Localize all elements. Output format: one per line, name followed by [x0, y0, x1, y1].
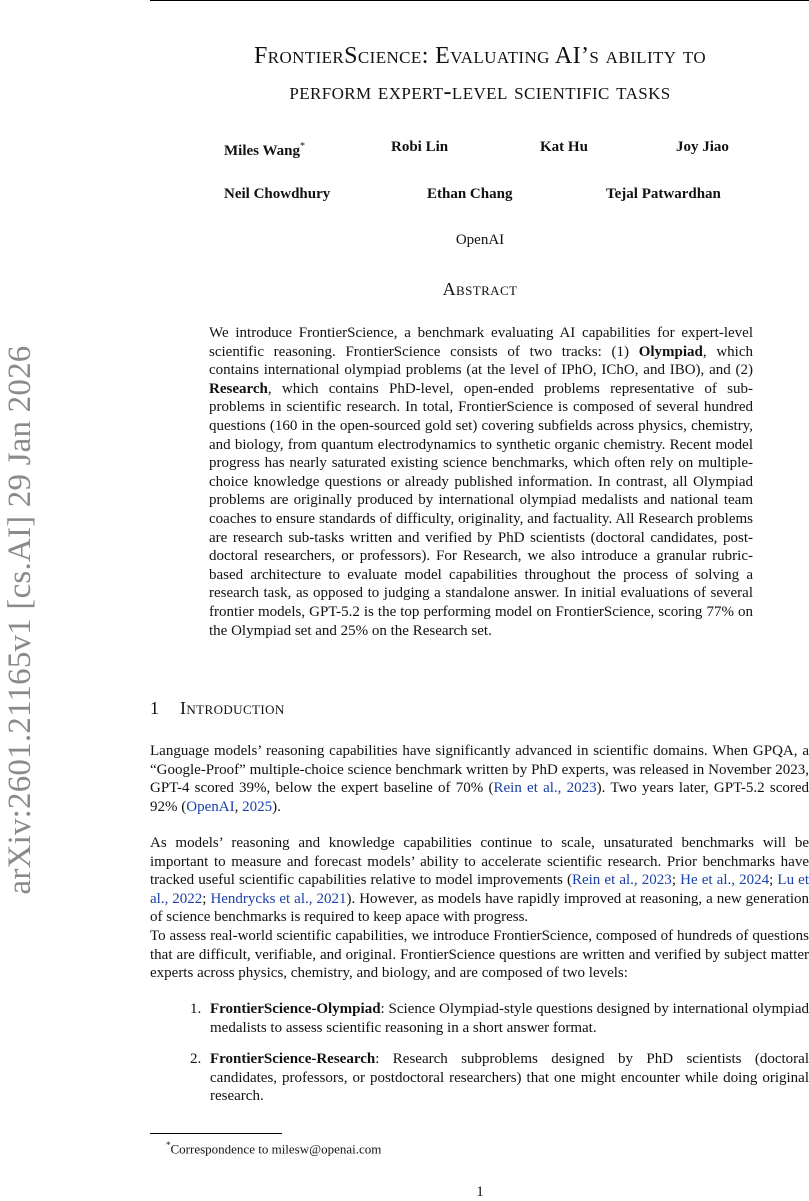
intro-paragraph-2: [150, 834, 809, 927]
author-neil-chowdhury: Neil Chowdhury: [224, 186, 331, 202]
list-description: : Research subproblems designed by PhD scientists (doctoral candidates, professors, or postdoctoral researchers) that one might encounter while doing original research.: [210, 1051, 809, 1105]
list-term: FrontierScience-Olympiad: [210, 1001, 381, 1017]
text-run: ).: [272, 798, 281, 815]
citation-separator: ;: [671, 872, 681, 889]
author-miles-wang: [224, 137, 305, 161]
abstract-part-3: , which contains PhD-level, open-ended problems representative of sub-problems in scientific research. In total, FrontierScience is composed of several hundred questions (160 in the open-sourced gold set) covering subfields across physics, chemistry, and biology, from quantum electrodynamics to synthetic organic chemistry. Recent model progress has nearly saturated existing science benchmarks, which often rely on multiple-choice knowledge questions or already published information. In contrast, all Olympiad problems are originally produced by international olympiad medalists and national team coaches to ensure standards of difficulty, originality, and factuality. All Research problems are research sub-tasks written and verified by PhD scientists (doctoral candidates, post-doctoral researchers, or professors). For Research, we also introduce a granular rubric-based architecture to evaluate model capabilities throughout the process of solving a research task, as opposed to judging a standalone answer. In initial evaluations of several frontier models, GPT-5.2 is the top performing model on FrontierScience, scoring 77% on the Olympiad set and 25% on the Research set.: [209, 380, 753, 639]
paper-title-line-2: perform expert-level scientific tasks: [289, 79, 671, 105]
intro-paragraph-1: [150, 742, 809, 816]
list-item-olympiad: [150, 1000, 809, 1037]
author-robi-lin: Robi Lin: [391, 139, 449, 155]
list-item-research: [150, 1050, 809, 1106]
abstract-olympiad-term: Olympiad: [638, 343, 703, 360]
footnote-mark: *: [166, 1140, 171, 1150]
text-run: ). However, as models have rapidly improved at reasoning, a new generation of science benchmarks is required to keep apace with progress.: [150, 890, 809, 926]
citation-lu-2022[interactable]: Lu et al., 2022: [150, 872, 809, 907]
citation-rein-2023[interactable]: Rein et al., 2023: [493, 780, 597, 797]
author-footnote-mark: *: [299, 141, 305, 152]
author-joy-jiao: Joy Jiao: [676, 139, 729, 155]
intro-paragraph-3: To assess real-world scientific capabilities, we introduce FrontierScience, composed of hundreds of questions that are difficult, verifiable, and original. FrontierScience questions are written and verified by subject matter experts across physics, chemistry, and biology, and are composed of two levels:: [150, 928, 809, 982]
citation-separator: ;: [202, 890, 211, 907]
page-number: 1: [476, 1184, 484, 1200]
abstract-text: [209, 324, 753, 640]
footnote: [166, 1137, 381, 1157]
citation-he-2024[interactable]: He et al., 2024: [680, 872, 770, 889]
footnote-text: Correspondence to milesw@openai.com: [170, 1141, 382, 1157]
text-run: ). Two years later, GPT-5.2 scored 92% (: [150, 780, 809, 815]
section-title: Introduction: [180, 698, 285, 718]
footnote-rule: [150, 1133, 282, 1134]
list-description: : Science Olympiad-style questions designed by international olympiad medalists to assess scientific reasoning in a short answer format.: [210, 1001, 809, 1036]
list-number: 2.: [190, 1051, 202, 1067]
list-item-body: [210, 1050, 809, 1106]
citation-separator: ;: [769, 872, 778, 889]
list-number: 1.: [190, 1001, 202, 1017]
abstract-research-term: Research: [209, 380, 268, 397]
text-run: Language models’ reasoning capabilities have significantly advanced in scientific domains. When GPQA, a “Google-Proof” multiple-choice science benchmark written by PhD experts, was released in November 2023, GPT-4 scored 39%, below the expert baseline of 70% (: [150, 743, 809, 797]
section-number: 1: [150, 698, 160, 718]
abstract-heading: Abstract: [442, 279, 518, 299]
author-tejal-patwardhan: Tejal Patwardhan: [606, 186, 721, 202]
author-name: Miles Wang: [224, 143, 300, 159]
citation-openai-year[interactable]: 2025: [242, 798, 273, 815]
abstract-part-1: We introduce FrontierScience, a benchmark evaluating AI capabilities for expert-level scientific reasoning. FrontierScience consists of two tracks: (1): [209, 325, 753, 360]
author-ethan-chang: Ethan Chang: [427, 186, 513, 202]
citation-hendrycks-2021[interactable]: Hendrycks et al., 2021: [210, 890, 347, 907]
text-run: As models’ reasoning and knowledge capabilities continue to scale, unsaturated benchmarks will be important to measure and forecast models’ ability to accelerate scientific research. Prior benchmarks have tracked useful scientific capabilities relative to model improvements (: [150, 835, 809, 889]
abstract-part-2: , which contains international olympiad problems (at the level of IPhO, IChO, and IBO), and (2): [209, 343, 753, 379]
list-term: FrontierScience-Research: [210, 1051, 376, 1067]
affiliation: OpenAI: [455, 232, 505, 248]
list-item-body: [210, 1000, 809, 1037]
citation-openai[interactable]: OpenAI: [186, 798, 235, 815]
paper-title-line-1: FrontierScience: Evaluating AI’s ability to: [253, 43, 707, 69]
text-run: ,: [234, 798, 243, 815]
author-kat-hu: Kat Hu: [540, 139, 588, 155]
citation-rein-2023[interactable]: Rein et al., 2023: [571, 872, 672, 889]
top-rule: [150, 0, 809, 1]
arxiv-identifier[interactable]: arXiv:2601.21165v1 [cs.AI] 29 Jan 2026: [2, 345, 38, 895]
section-heading-introduction: [150, 698, 285, 719]
